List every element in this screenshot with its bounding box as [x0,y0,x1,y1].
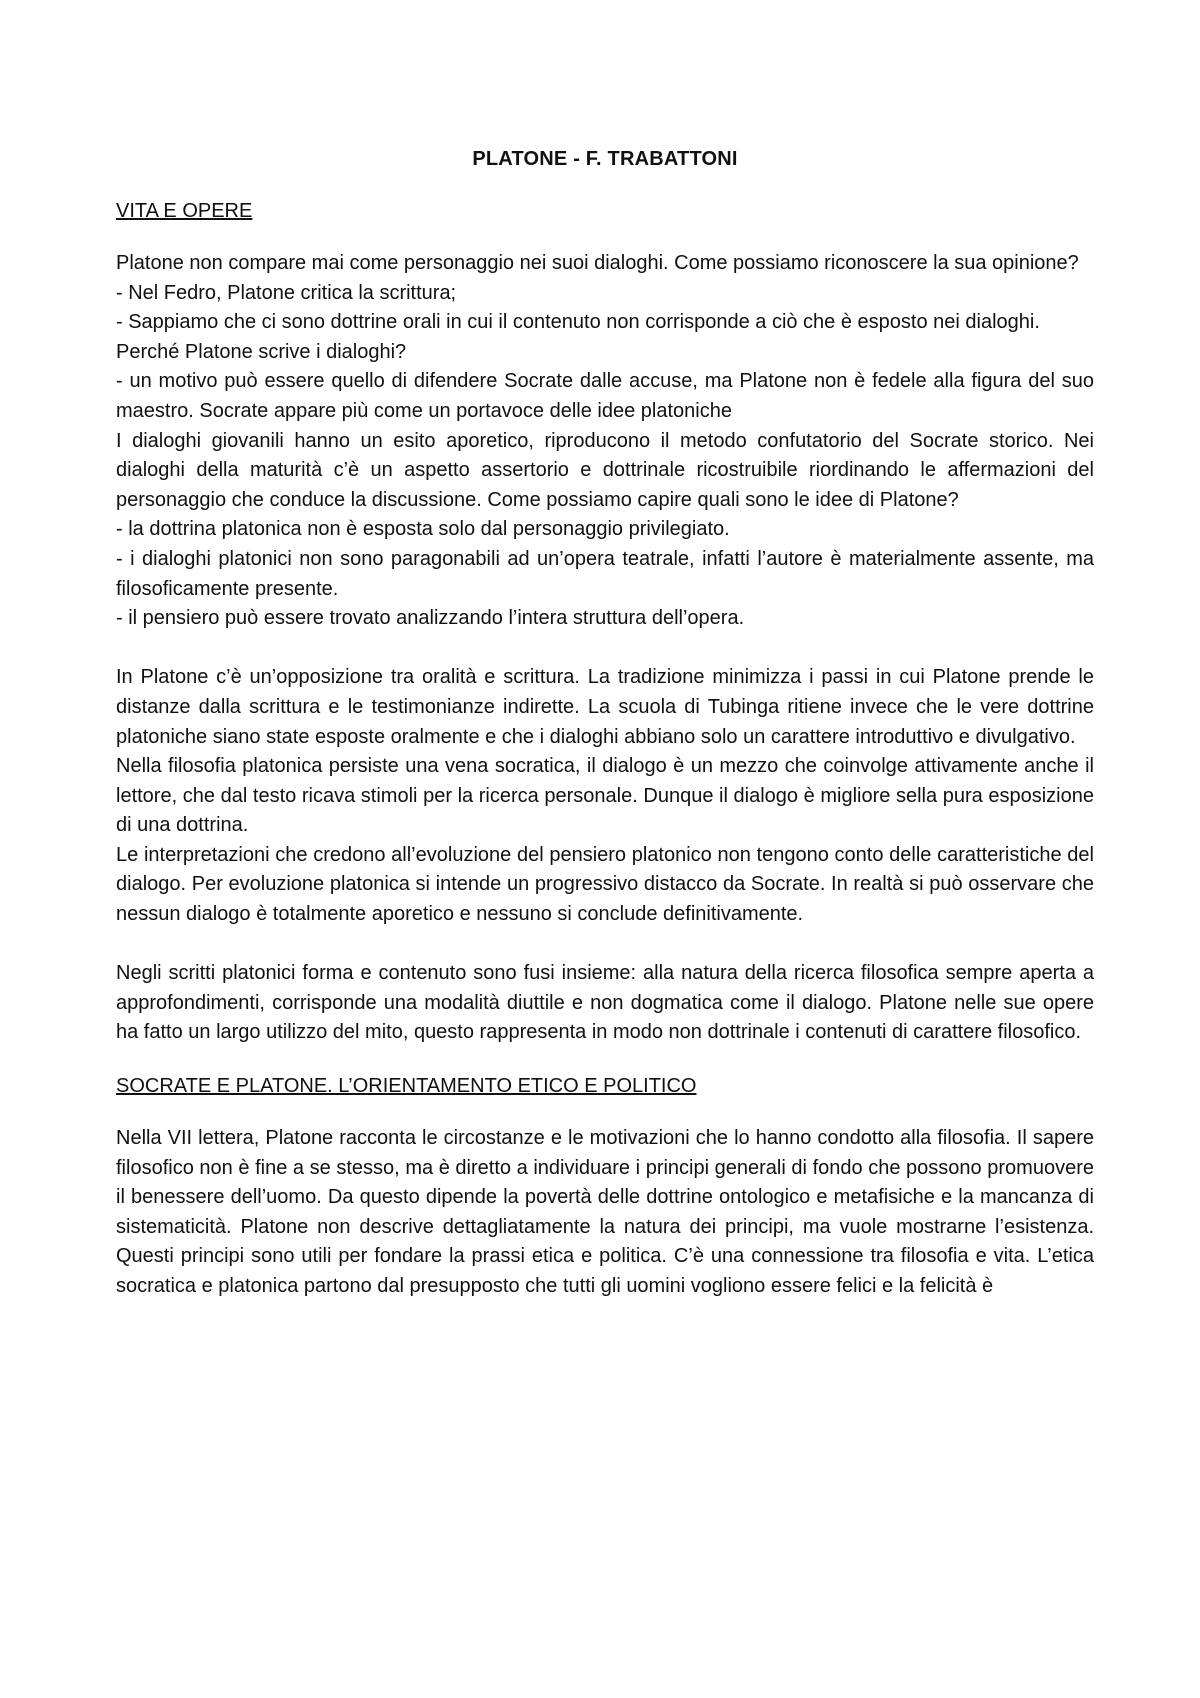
list-item: - Sappiamo che ci sono dottrine orali in cui il contenuto non corrisponde a ciò che è esposto nei dialoghi. [116,311,1040,334]
section-heading-socrate-e-platone: SOCRATE E PLATONE. L’ORIENTAMENTO ETICO E POLITICO [116,1075,697,1098]
paragraph: Negli scritti platonici forma e contenuto sono fusi insieme: alla natura della ricerca filosofica sempre aperta a approfondimenti, corrisponde una modalità diuttile e non dogmatica come il dialogo. Platone nelle sue opere ha fatto un largo utilizzo del mito, questo rappresenta in modo non dottrinale i contenuti di carattere filosofico. [116,962,1094,1044]
paragraph: Nella VII lettera, Platone racconta le circostanze e le motivazioni che lo hanno condotto alla filosofia. Il sapere filosofico non è fine a se stesso, ma è diretto a individuare i principi generali di fondo che possono promuovere il benessere dell’uomo. Da questo dipende la povertà delle dottrine ontologico e metafisiche e la mancanza di sistematicità. Platone non descrive dettagliatamente la natura dei principi, ma vuole mostrarne l’esistenza. Questi principi sono utili per fondare la prassi etica e politica. C’è una connessione tra filosofia e vita. L’etica socratica e platonica partono dal presupposto che tutti gli uomini vogliono essere felici e la felicità è [116,1127,1094,1297]
section-body-socrate-e-platone [116,1124,1094,1302]
paragraph: I dialoghi giovanili hanno un esito aporetico, riproducono il metodo confutatorio del Socrate storico. Nei dialoghi della maturità c’è un aspetto assertorio e dottrinale ricostruibile riordinando le affermazioni del personaggio che conduce la discussione. Come possiamo capire quali sono le idee di Platone? [116,429,1094,511]
section-body-vita-e-opere [116,249,1094,1048]
list-item: - Nel Fedro, Platone critica la scrittura; [116,281,457,304]
list-item: - la dottrina platonica non è esposta solo dal personaggio privilegiato. [116,518,730,541]
section-heading-vita-e-opere: VITA E OPERE [116,200,253,222]
list-item: - il pensiero può essere trovato analizzando l’intera struttura dell’opera. [116,607,745,630]
document-title: PLATONE - F. TRABATTONI [472,148,738,170]
paragraph-gap [116,634,1094,664]
list-item: - un motivo può essere quello di difendere Socrate dalle accuse, ma Platone non è fedele alla figura del suo maestro. Socrate appare più come un portavoce delle idee platoniche [116,370,1094,422]
list-item: - i dialoghi platonici non sono paragonabili ad un’opera teatrale, infatti l’autore è materialmente assente, ma filosoficamente presente. [116,547,1094,600]
paragraph-gap [116,930,1094,960]
paragraph: Le interpretazioni che credono all’evoluzione del pensiero platonico non tengono conto delle caratteristiche del dialogo. Per evoluzione platonica si intende un progressivo distacco da Socrate. In realtà si può osservare che nessun dialogo è totalmente aporetico e nessuno si conclude definitivamente. [116,843,1094,926]
paragraph: In Platone c’è un’opposizione tra oralità e scrittura. La tradizione minimizza i passi in cui Platone prende le distanze dalla scrittura e le testimonianze indirette. La scuola di Tubinga ritiene invece che le vere dottrine platoniche siano state esposte oralmente e che i dialoghi abbiano solo un carattere introduttivo e divulgativo. [116,666,1094,748]
paragraph-gap [116,1048,1094,1071]
paragraph: Nella filosofia platonica persiste una vena socratica, il dialogo è un mezzo che coinvolge attivamente anche il lettore, che dal testo ricava stimoli per la ricerca personale. Dunque il dialogo è migliore sella pura esposizione di una dottrina. [116,755,1094,837]
paragraph: Platone non compare mai come personaggio nei suoi dialoghi. Come possiamo riconoscere la sua opinione? [116,252,1079,274]
paragraph: Perché Platone scrive i dialoghi? [116,340,407,363]
